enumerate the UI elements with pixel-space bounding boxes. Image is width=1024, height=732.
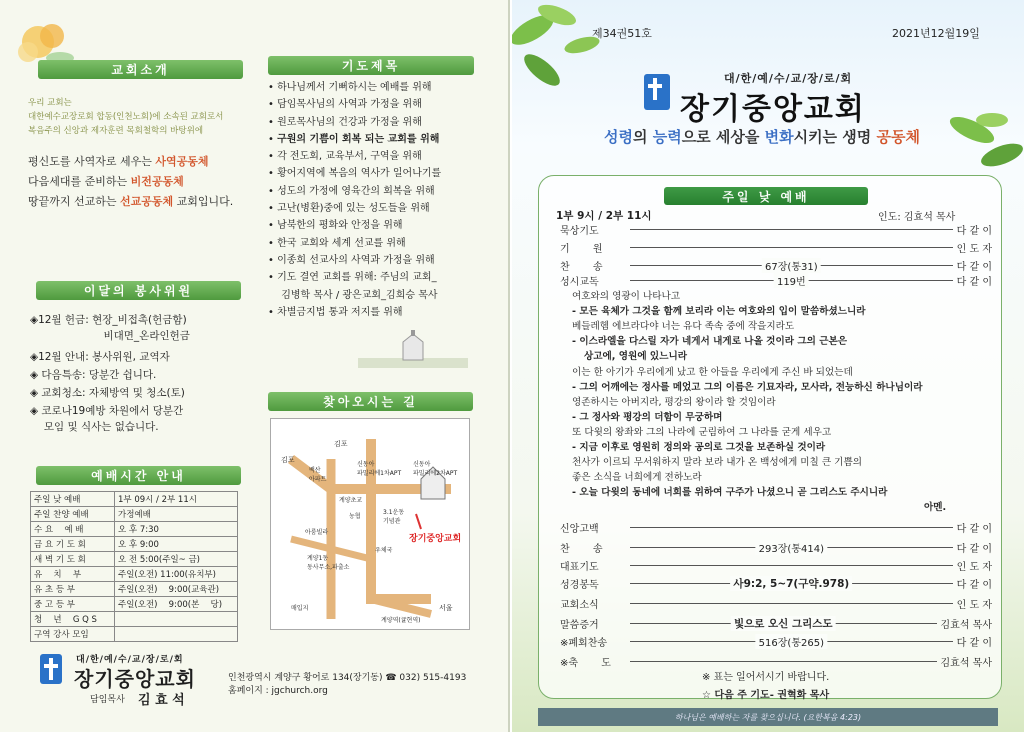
schedule-label: 금 요 기 도 회 — [31, 537, 115, 552]
directions-map — [270, 418, 470, 630]
schedule-label: 새 벽 기 도 회 — [31, 552, 115, 567]
worship-order-person: 다 같 이 — [956, 637, 992, 649]
prayer-item: • 담임목사님의 사역과 가정을 위해 — [268, 99, 422, 111]
intro-small-line: 대한예수교장로회 합동(인천노회)에 소속된 교회로서 — [28, 112, 224, 122]
prayer-item: • 기도 결연 교회를 위해: 주님의 교회_ — [268, 272, 437, 284]
schedule-row — [31, 597, 238, 612]
slogan-part: 의 — [632, 128, 653, 146]
worship-leader: 인도: 김효석 목사 — [878, 212, 956, 223]
responsive-reading-line: 베들레헴 에브라다야 너는 유다 족속 중에 작을지라도 — [572, 321, 795, 333]
worship-order-row — [560, 654, 992, 668]
church-logo-icon — [40, 654, 62, 684]
right-page — [512, 0, 1024, 732]
responsive-reading-line: - 모든 육체가 그것을 함께 보리라 이는 여호와의 입이 말씀하셨느니라 — [572, 306, 866, 318]
prayer-item: • 차별금지법 통과 저지를 위해 — [268, 306, 403, 318]
worship-order-label: 찬 송 — [560, 261, 603, 273]
prayer-item: 김병학 목사 / 광은교회_김희승 목사 — [281, 289, 438, 301]
church-silhouette-icon — [358, 330, 468, 368]
issue-date: 2021년12월19일 — [892, 27, 980, 40]
worship-order-content: 67장(통31) — [762, 258, 821, 273]
responsive-reading-line: 여호와의 영광이 나타나고 — [572, 291, 681, 302]
worship-order-person: 다 같 이 — [956, 225, 992, 237]
map-label-seoul: 서울 — [439, 604, 453, 612]
worship-order-label: 말씀증거 — [560, 619, 599, 631]
schedule-label: 청 년 G Q S — [31, 612, 115, 627]
footer-address: 인천광역시 계양구 황어로 134(장기동) ☎ 032) 515-4193 — [228, 673, 467, 683]
worship-order-label: 기 원 — [560, 243, 603, 255]
schedule-time: 오 후 9:00 — [115, 537, 238, 552]
worship-order-row — [560, 222, 992, 236]
schedule-time — [115, 627, 238, 642]
schedule-row — [31, 507, 238, 522]
leader-line — [630, 247, 953, 248]
schedule-row — [31, 627, 238, 642]
worship-header: 주일 낮 예배 — [664, 187, 868, 205]
schedule-time: 주일(오전) 9:00(교육관) — [115, 582, 238, 597]
slogan-part: 공동체 — [876, 128, 920, 146]
worship-order-content: 사9:2, 5~7(구약.978) — [730, 576, 852, 591]
footer-church-name: 장기중앙교회 — [74, 667, 196, 691]
schedule-label: 주일 낮 예배 — [31, 492, 115, 507]
map-label-gyeyangyeok: 계양역(귤현역) — [381, 617, 421, 624]
worship-times: 1부 9시 / 2부 11시 — [556, 210, 652, 222]
worship-order-row — [560, 558, 992, 572]
schedule-table — [30, 491, 238, 642]
duty-line: ◈12월 안내: 봉사위원, 교역자 — [30, 351, 170, 363]
leader-line — [630, 261, 953, 273]
duty-line: ◈12월 헌금: 현장_비접촉(헌금함) — [30, 314, 187, 326]
header-denomination: 대/한/예/수/교/장/로/회 — [724, 72, 853, 85]
worship-order-person: 인 도 자 — [956, 561, 992, 573]
worship-order-row — [560, 596, 992, 610]
responsive-reading-line: 또 다윗의 왕좌와 그의 나라에 군림하여 그 나라를 굳게 세우고 — [572, 426, 832, 438]
worship-order-content: 293장(통414) — [756, 540, 827, 555]
intro-small-line: 복음주의 신앙과 제자훈련 목회철학의 바탕위에 — [28, 126, 204, 136]
schedule-time: 주일(오전) 11:00(유치부) — [115, 567, 238, 582]
responsive-reading-line: - 이스라엘을 다스릴 자가 네게서 내게로 나올 것이라 그의 근본은 — [572, 336, 847, 348]
prayer-header: 기도제목 — [268, 56, 474, 75]
worship-order-label: ※폐회찬송 — [560, 637, 608, 649]
worship-order-person: 다 같 이 — [956, 543, 992, 555]
responsive-reading-line: 천사가 이르되 무서워하지 말라 보라 내가 온 백성에게 미칠 큰 기쁨의 — [572, 457, 862, 469]
schedule-label: 중 고 등 부 — [31, 597, 115, 612]
worship-order-label: 대표기도 — [560, 561, 599, 573]
worship-order-row — [560, 634, 992, 648]
worship-order-row — [560, 540, 992, 554]
duty-line: ◈ 다음특송: 당분간 쉽니다. — [30, 369, 157, 381]
slogan-part: 능력 — [652, 128, 682, 146]
prayer-item: • 남북한의 평화와 안정을 위해 — [268, 220, 403, 232]
worship-order-label: 묵상기도 — [560, 225, 599, 237]
responsive-reading-line: 좋은 소식을 너희에게 전하노라 — [572, 472, 702, 484]
prayer-item: • 구원의 기쁨이 회복 되는 교회를 위해 — [268, 133, 440, 145]
leader-line — [630, 617, 937, 630]
worship-order-content: 빛으로 오신 그리스도 — [731, 616, 836, 631]
schedule-row — [31, 492, 238, 507]
intro-line: 다음세대를 준비하는 비전공동체 — [28, 175, 184, 188]
schedule-time: 오 후 7:30 — [115, 522, 238, 537]
worship-order-person: 다 같 이 — [956, 579, 992, 591]
duty-section — [30, 312, 250, 435]
map-label-post: 우체국 — [375, 547, 393, 554]
volume-number: 제34권51호 — [592, 27, 652, 40]
footer-pastor-name: 김 효 석 — [138, 693, 185, 708]
prayer-list — [268, 79, 494, 321]
responsive-reading-line: - 그 정사와 평강의 더함이 무궁하며 — [572, 411, 723, 423]
schedule-label: 유 초 등 부 — [31, 582, 115, 597]
schedule-label: 수 요 예 배 — [31, 522, 115, 537]
map-label-baeksan: 백산 아파트 — [309, 467, 327, 483]
worship-order-row — [560, 273, 992, 287]
intro-small-line: 우리 교회는 — [28, 98, 72, 108]
responsive-reading-line: - 오늘 다윗의 동네에 너희를 위하여 구주가 나셨으니 곧 그리스도 주시니라 — [572, 487, 888, 499]
worship-order-label: 신앙고백 — [560, 523, 599, 535]
leader-line — [630, 565, 953, 566]
map-label-sindonga2: 신동아 파밀리에2차APT — [413, 461, 458, 477]
map-label-memorial: 3.1운동 기념관 — [383, 509, 405, 525]
worship-order-row — [560, 520, 992, 534]
map-label-gyeyangcho: 계양초교 — [339, 497, 363, 504]
footer-pastor-label: 담임목사 — [90, 695, 125, 705]
leader-line — [630, 637, 953, 649]
worship-order-row — [560, 616, 992, 630]
duty-line: ◈ 교회청소: 자체방역 및 청소(토) — [30, 387, 185, 399]
leader-line — [630, 603, 953, 604]
responsive-reading-line: 상고에, 영원에 있느니라 — [584, 351, 687, 363]
worship-order-row — [560, 576, 992, 590]
schedule-row — [31, 567, 238, 582]
responsive-reading-line: - 지금 이후로 영원히 정의와 공의로 그것을 보존하실 것이라 — [572, 442, 826, 453]
prayer-item: • 황어지역에 복음의 역사가 일어나기를 — [268, 168, 442, 180]
duty-line: 모임 및 식사는 없습니다. — [30, 421, 159, 433]
leader-line — [630, 527, 953, 528]
leader-line — [630, 661, 937, 662]
worship-order-person: 다 같 이 — [956, 261, 992, 273]
header-church-name: 장기중앙교회 — [680, 92, 866, 127]
leader-line — [630, 543, 953, 555]
footer-homepage: 홈페이지 : jgchurch.org — [228, 686, 328, 696]
worship-order-label: ※축 도 — [560, 657, 611, 669]
worship-order-person: 김효석 목사 — [940, 657, 992, 669]
schedule-time: 가정예배 — [115, 507, 238, 522]
slogan-part: 으로 세상을 — [681, 128, 765, 146]
worship-order-content: 516장(통265) — [756, 634, 827, 649]
schedule-time — [115, 612, 238, 627]
schedule-time: 1부 09시 / 2부 11시 — [115, 492, 238, 507]
duty-line: ◈ 코로나19예방 차원에서 당분간 — [30, 405, 184, 417]
slogan-part: 변화 — [764, 128, 794, 146]
map-label-arumville: 아룸빌라 — [305, 529, 329, 536]
worship-order-label: 성시교독 — [560, 276, 599, 288]
standing-note: ※ 표는 일어서시기 바랍니다. — [702, 672, 830, 683]
duty-line: 비대면_온라인헌금 — [30, 330, 190, 342]
intro-header: 교회소개 — [38, 60, 243, 79]
schedule-row — [31, 537, 238, 552]
map-label-maejiji: 매입지 — [291, 605, 309, 612]
schedule-label: 유 치 부 — [31, 567, 115, 582]
prayer-item: • 고난(병환)중에 있는 성도들을 위해 — [268, 203, 430, 215]
worship-order-person: 인 도 자 — [956, 243, 992, 255]
responsive-reading-line: 아멘. — [924, 502, 947, 514]
map-label-church: 장기중앙교회 — [409, 534, 462, 544]
footer-denomination: 대/한/예/수/교/장/로/회 — [76, 655, 184, 665]
prayer-item: • 하나님께서 기뻐하시는 예배를 위해 — [268, 82, 432, 93]
intro-line: 땅끝까지 선교하는 선교공동체 교회입니다. — [28, 195, 234, 208]
leaves-left-icon — [512, 0, 622, 110]
leader-line — [630, 276, 953, 288]
worship-order-person: 김효석 목사 — [940, 619, 992, 631]
header-slogan — [604, 126, 920, 147]
bottom-verse-bar: 하나님은 예배하는 자를 찾으십니다. (요한복음 4:23) — [538, 708, 998, 726]
map-label-sindonga1: 신동아 파밀리에1차APT — [357, 461, 402, 477]
map-label-gimpo2: 김포 — [334, 440, 348, 448]
schedule-label: 주일 찬양 예배 — [31, 507, 115, 522]
schedule-time: 오 전 5:00(주일~ 금) — [115, 552, 238, 567]
church-logo-icon — [644, 74, 670, 110]
prayer-item: • 원로목사님의 건강과 가정을 위해 — [268, 116, 422, 128]
responsive-reading-line: 이는 한 아기가 우리에게 났고 한 아들을 우리에게 주신 바 되었는데 — [572, 366, 853, 378]
worship-order-label: 찬 송 — [560, 543, 603, 555]
left-page — [0, 0, 510, 732]
responsive-reading-line: 영존하시는 아버지라, 평강의 왕이라 할 것임이라 — [572, 396, 776, 408]
map-label-nonghyup: 농협 — [349, 513, 361, 520]
leader-line — [630, 229, 953, 230]
intro-line: 평신도를 사역자로 세우는 사역공동체 — [28, 155, 209, 168]
intro-section — [28, 96, 248, 212]
map-roads — [271, 419, 471, 631]
slogan-part: 성령 — [604, 128, 633, 146]
prayer-item: • 각 전도회, 교육부서, 구역을 위해 — [268, 151, 422, 163]
worship-order-content: 119번 — [774, 273, 809, 288]
map-label-gimpo: 김포 — [281, 456, 295, 464]
worship-order-row — [560, 240, 992, 254]
directions-header: 찾아오시는 길 — [268, 392, 473, 411]
next-week-prayer: ☆ 다음 주 기도- 권혁화 목사 — [702, 690, 830, 701]
worship-order-label: 교회소식 — [560, 599, 599, 611]
prayer-item: • 성도의 가정에 영육간의 회복을 위해 — [268, 185, 435, 197]
schedule-label: 구역 강사 모임 — [31, 627, 115, 642]
schedule-row — [31, 582, 238, 597]
schedule-row — [31, 522, 238, 537]
worship-order-label: 성경봉독 — [560, 579, 599, 591]
responsive-reading-line: - 그의 어깨에는 정사를 메었고 그의 이름은 기묘자라, 모사라, 전능하신 하나님이라 — [572, 381, 923, 393]
prayer-item: • 한국 교회와 세계 선교를 위해 — [268, 237, 406, 249]
slogan-part: 시키는 생명 — [793, 128, 877, 146]
schedule-row — [31, 612, 238, 627]
map-label-office: 계양1동 동사무소,파출소 — [307, 555, 350, 571]
leader-line — [630, 577, 953, 590]
schedule-row — [31, 552, 238, 567]
prayer-item: • 이종희 선교사의 사역과 가정을 위해 — [268, 254, 435, 266]
duty-header: 이달의 봉사위원 — [36, 281, 241, 300]
schedule-header: 예배시간 안내 — [36, 466, 241, 485]
worship-order-person: 다 같 이 — [956, 276, 992, 288]
worship-order-person: 인 도 자 — [956, 599, 992, 611]
schedule-time: 주일(오전) 9:00(본 당) — [115, 597, 238, 612]
worship-order-person: 다 같 이 — [956, 523, 992, 535]
worship-order-row — [560, 258, 992, 272]
